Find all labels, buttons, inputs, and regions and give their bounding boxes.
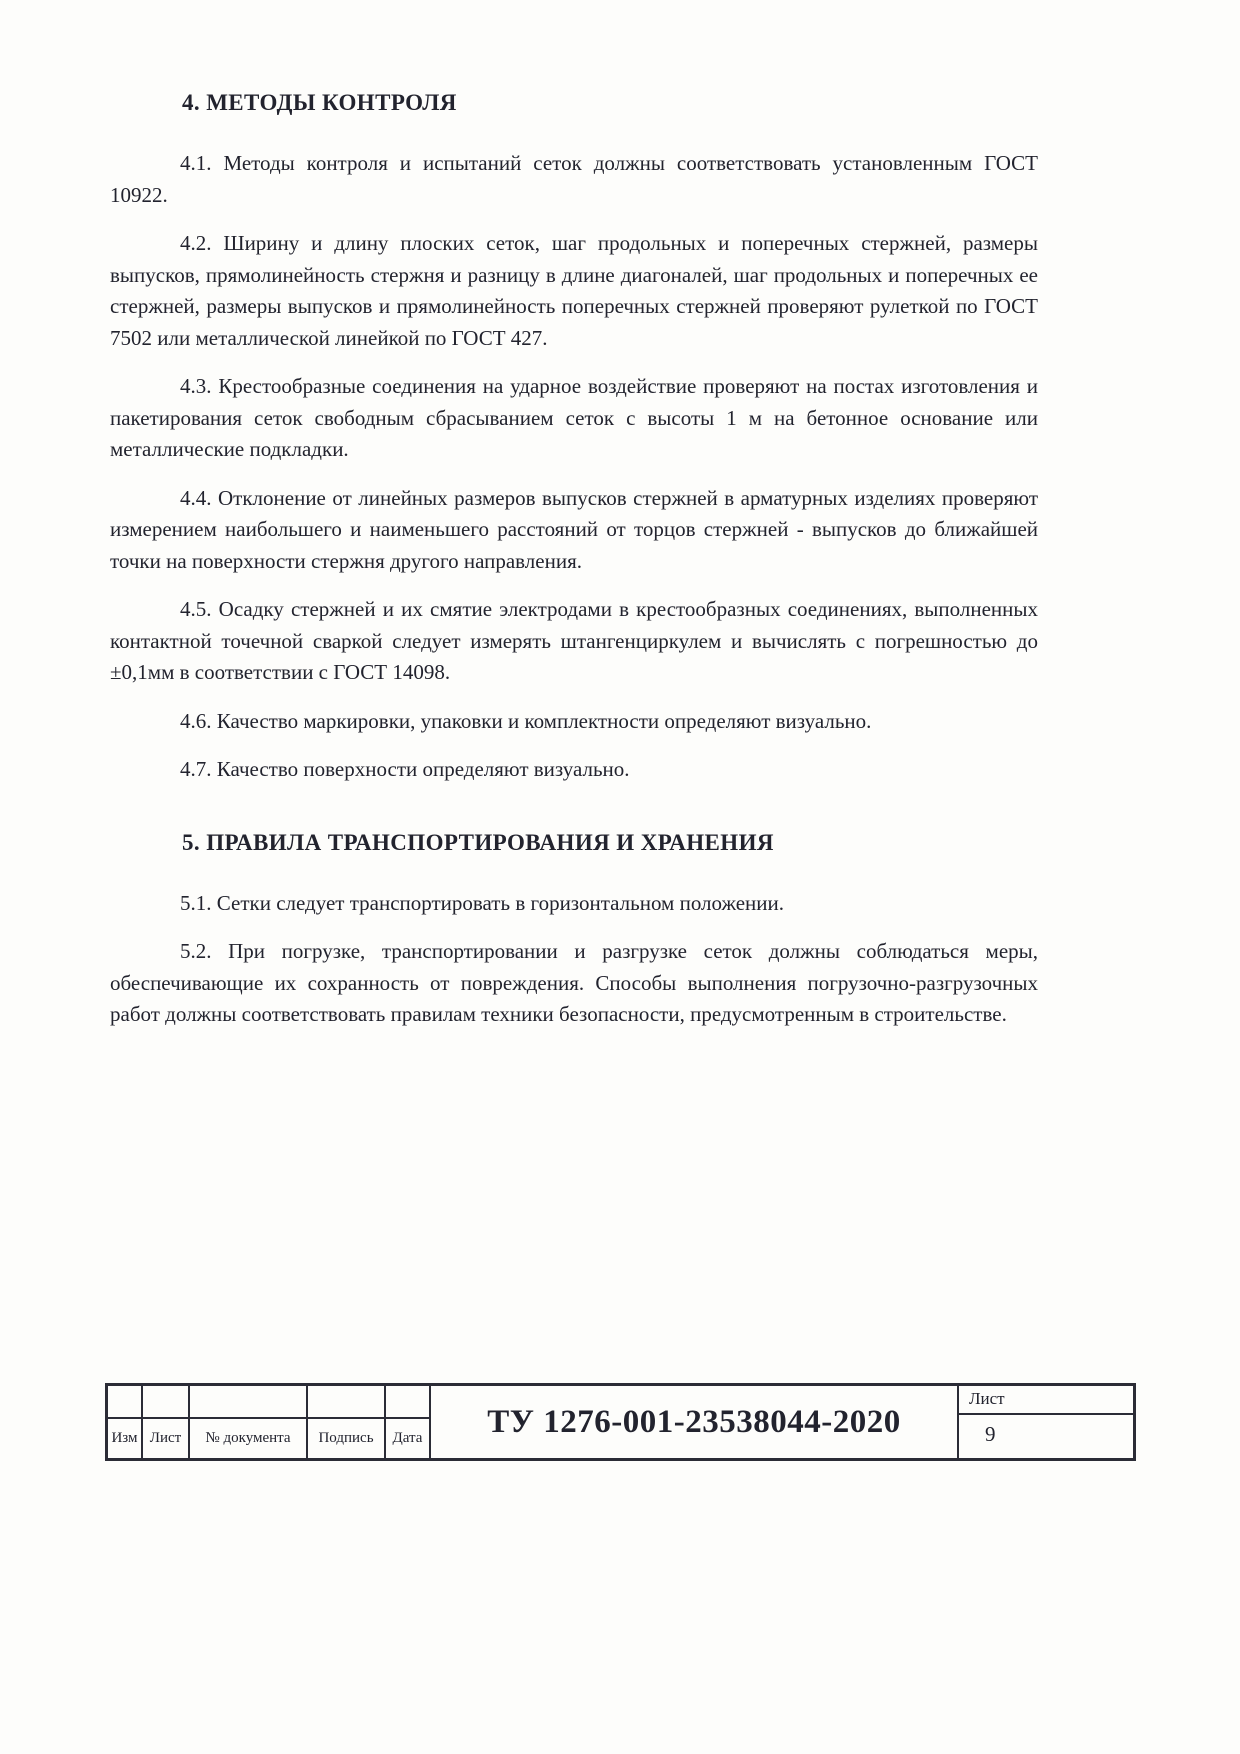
title-block-col-date: Дата: [386, 1419, 431, 1458]
document-body: [110, 90, 1038, 1048]
title-block-grid: [108, 1386, 431, 1458]
paragraph-4-1: 4.1. Методы контроля и испытаний сеток должны соответствовать установленным ГОСТ 10922.: [110, 151, 1038, 207]
sheet-block: [959, 1386, 1133, 1458]
document-number: ТУ 1276-001-23538044-2020: [431, 1386, 959, 1458]
sheet-number: 9: [985, 1422, 996, 1446]
title-block-col-izm: Изм: [108, 1419, 143, 1458]
paragraph-5-2: 5.2. При погрузке, транспортировании и разгрузке сеток должны соблюдаться меры, обеспечивающие их сохранность от повреждения. Способы выполнения погрузочно-разгрузочных работ должны соответствовать правилам техники безопасности, предусмотренным в строительстве.: [110, 939, 1038, 1026]
title-block-empty-cell: [308, 1386, 386, 1419]
title-block-empty-cell: [190, 1386, 308, 1419]
section-4-heading: 4. МЕТОДЫ КОНТРОЛЯ: [182, 90, 457, 115]
section-5-heading: 5. ПРАВИЛА ТРАНСПОРТИРОВАНИЯ И ХРАНЕНИЯ: [182, 829, 774, 855]
sheet-label: Лист: [959, 1386, 1133, 1415]
paragraph-4-4: 4.4. Отклонение от линейных размеров выпусков стержней в арматурных изделиях проверяют измерением наибольшего и наименьшего расстояний от торцов стержней - выпусков до ближайшей точки на поверхности стержня другого направления.: [110, 485, 1038, 573]
paragraph-5-1: 5.1. Сетки следует транспортировать в горизонтальном положении.: [180, 890, 785, 915]
paragraph-4-2: 4.2. Ширину и длину плоских сеток, шаг продольных и поперечных стержней, размеры выпусков, прямолинейность стержня и разницу в длине диагоналей, шаг продольных и поперечных ее стержней, размеры выпусков и прямолинейность поперечных стержней проверяют рулеткой по ГОСТ 7502 или металлической линейкой по ГОСТ 427.: [110, 231, 1038, 350]
paragraph-4-6: 4.6. Качество маркировки, упаковки и комплектности определяют визуально.: [180, 708, 872, 733]
title-block-col-list: Лист: [143, 1419, 190, 1458]
title-block-empty-cell: [108, 1386, 143, 1419]
paragraph-4-3: 4.3. Крестообразные соединения на ударное воздействие проверяют на постах изготовления и пакетирования сеток свободным сбрасыванием сеток с высоты 1 м на бетонное основание или металлические подкладки.: [110, 374, 1038, 461]
paragraph-4-7: 4.7. Качество поверхности определяют визуально.: [180, 757, 630, 781]
paragraph-4-5: 4.5. Осадку стержней и их смятие электродами в крестообразных соединениях, выполненных контактной точечной сваркой следует измерять штангенциркулем и вычислять с погрешностью до ±0,1мм в соответствии с ГОСТ 14098.: [110, 597, 1038, 684]
title-block-col-signature: Подпись: [308, 1419, 386, 1458]
title-block-empty-cell: [143, 1386, 190, 1419]
title-block-empty-cell: [386, 1386, 431, 1419]
title-block: [105, 1383, 1136, 1461]
title-block-col-doc-number: № документа: [190, 1419, 308, 1458]
